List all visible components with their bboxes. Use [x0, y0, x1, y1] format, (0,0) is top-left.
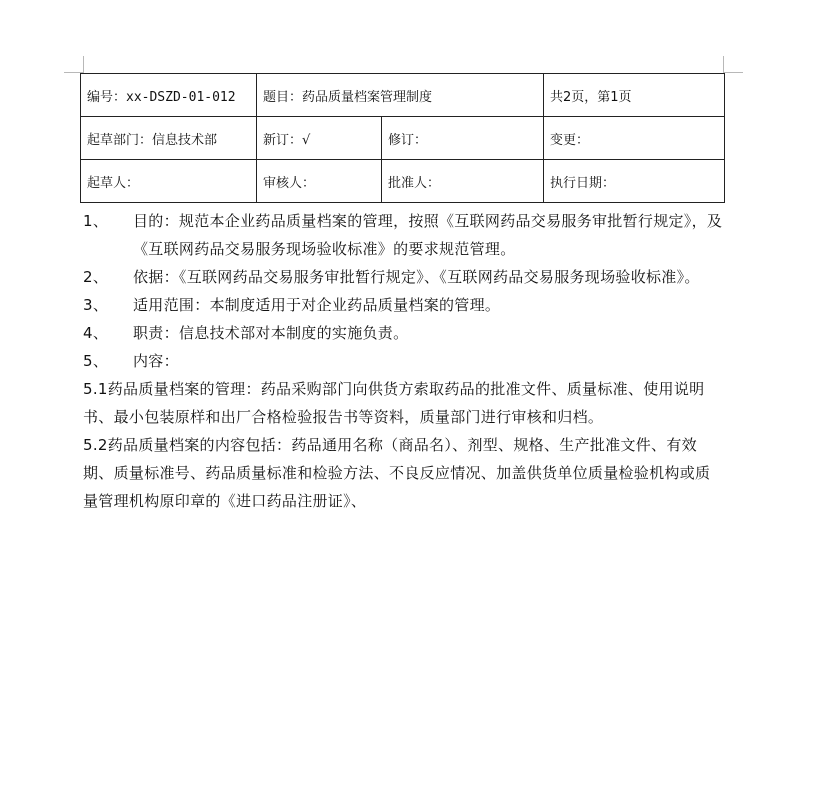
revise-cell: 修订： [382, 117, 544, 160]
header-row [81, 160, 725, 203]
new-cell: 新订：√ [257, 117, 382, 160]
content-paragraph: 5.2药品质量档案的内容包括：药品通用名称（商品名）、剂型、规格、生产批准文件、有效期、质量标准号、药品质量标准和检验方法、不良反应情况、加盖供货单位质量检验机构或质量管理机构原印章的《进口药品注册证》、 [83, 436, 711, 510]
section-text: 目的：规范本企业药品质量档案的管理，按照《互联网药品交易服务审批暂行规定》，及《互联网药品交易服务现场验收标准》的要求规范管理。 [133, 212, 723, 258]
page-count-cell: 共2页，第1页 [544, 74, 725, 117]
section-number: 1、 [83, 212, 109, 230]
section-item [83, 263, 723, 291]
section-text: 依据：《互联网药品交易服务审批暂行规定》、《互联网药品交易服务现场验收标准》。 [133, 268, 700, 286]
header-row [81, 117, 725, 160]
margin-mark-top-right [723, 56, 724, 72]
section-text: 职责：信息技术部对本制度的实施负责。 [133, 324, 409, 342]
section-item [83, 319, 723, 347]
margin-mark-top-right [723, 72, 743, 73]
doc-title-cell: 题目：药品质量档案管理制度 [257, 74, 544, 117]
section-item [83, 347, 723, 375]
section-number: 3、 [83, 296, 109, 314]
exec-date-cell: 执行日期： [544, 160, 725, 203]
document-header-table [80, 73, 725, 203]
section-item [83, 291, 723, 319]
reviewer-cell: 审核人： [257, 160, 382, 203]
content-paragraph: 5.1药品质量档案的管理：药品采购部门向供货方索取药品的批准文件、质量标准、使用说明书、最小包装原样和出厂合格检验报告书等资料，质量部门进行审核和归档。 [83, 380, 705, 426]
doc-code-cell: 编号：xx-DSZD-01-012 [81, 74, 257, 117]
document-body [83, 207, 723, 515]
section-text: 内容： [133, 352, 179, 370]
approver-cell: 批准人： [382, 160, 544, 203]
section-item [83, 207, 723, 263]
section-text: 适用范围：本制度适用于对企业药品质量档案的管理。 [133, 296, 501, 314]
section-number: 2、 [83, 268, 109, 286]
section-number: 4、 [83, 324, 109, 342]
margin-mark-top-left [83, 56, 84, 72]
change-cell: 变更： [544, 117, 725, 160]
draft-dept-cell: 起草部门：信息技术部 [81, 117, 257, 160]
section-number: 5、 [83, 352, 109, 370]
header-row [81, 74, 725, 117]
drafter-cell: 起草人： [81, 160, 257, 203]
